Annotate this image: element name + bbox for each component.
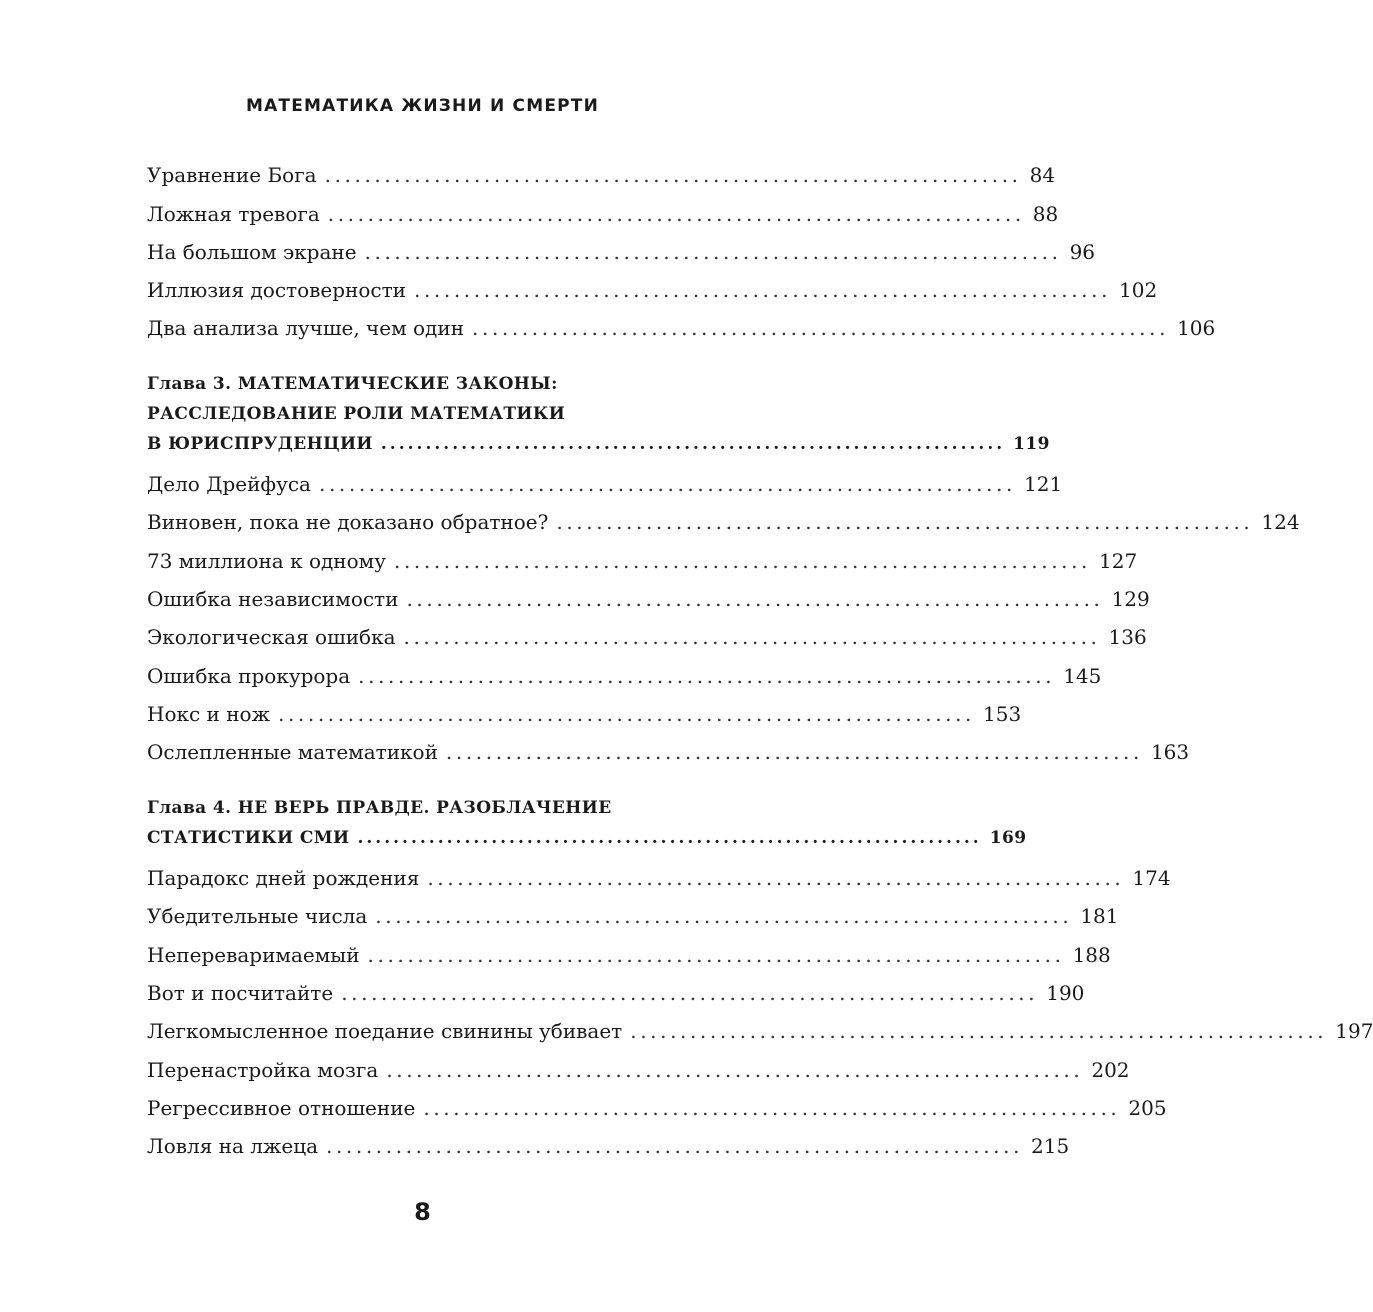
toc-entry <box>147 472 1063 496</box>
toc-entry-title: Непереваримаемый <box>147 943 360 967</box>
dot-leader: ...................................................................... <box>278 702 976 726</box>
dot-leader: ...................................................................... <box>357 828 982 848</box>
toc-entry-page: 197 <box>1335 1019 1373 1043</box>
toc-entry-page: 215 <box>1031 1134 1070 1158</box>
toc-entry-title: 73 миллиона к одному <box>147 549 386 573</box>
toc-entry-page: 202 <box>1091 1058 1130 1082</box>
dot-leader: ...................................................................... <box>375 904 1073 928</box>
toc-entry-page: 124 <box>1261 510 1300 534</box>
dot-leader: ...................................................................... <box>327 202 1025 226</box>
toc-entry-title: Перенастройка мозга <box>147 1058 379 1082</box>
dot-leader: ...................................................................... <box>326 1134 1024 1158</box>
toc-entry <box>147 278 1158 302</box>
page-number: 8 <box>414 1198 431 1226</box>
toc-entry-page: 174 <box>1132 866 1171 890</box>
toc-entry <box>147 202 1059 226</box>
toc-entry-title: На большом экране <box>147 240 357 264</box>
toc-entry <box>147 240 1096 264</box>
toc-entry-title: Легкомысленное поедание свинины убивает <box>147 1019 623 1043</box>
dot-leader: ...................................................................... <box>406 587 1104 611</box>
toc-entry-title: Парадокс дней рождения <box>147 866 420 890</box>
dot-leader: ...................................................................... <box>324 163 1022 187</box>
toc-entry <box>147 1058 1130 1082</box>
toc-entry <box>147 740 1190 764</box>
toc-entry-title: Убедительные числа <box>147 904 368 928</box>
toc-entry-page: 84 <box>1029 163 1056 187</box>
toc-entry-title: Вот и посчитайте <box>147 981 334 1005</box>
toc-entry-page: 129 <box>1111 587 1150 611</box>
toc-entry-title: Дело Дрейфуса <box>147 472 311 496</box>
toc-entry-title: Иллюзия достоверности <box>147 278 407 302</box>
toc-entry <box>147 510 1300 534</box>
dot-leader: ...................................................................... <box>386 1058 1084 1082</box>
toc-entry-page: 163 <box>1150 740 1190 764</box>
dot-leader: ...................................................................... <box>472 316 1170 340</box>
toc-entry <box>147 702 1022 726</box>
toc-entry <box>147 943 1111 967</box>
chapter-3-title: В ЮРИСПРУДЕНЦИИ <box>147 434 373 454</box>
dot-leader: ...................................................................... <box>445 740 1143 764</box>
chapter-4-heading-line-2 <box>147 826 1027 850</box>
toc-entry <box>147 1134 1070 1158</box>
toc-entry <box>147 316 1216 340</box>
chapter-3-heading-line-3 <box>147 432 1050 456</box>
dot-leader: ...................................................................... <box>364 240 1062 264</box>
dot-leader: ...................................................................... <box>318 472 1017 496</box>
toc-entry <box>147 664 1102 688</box>
dot-leader: ...................................................................... <box>556 510 1254 534</box>
toc-entry-title: Регрессивное отношение <box>147 1096 416 1120</box>
toc-entry-title: Нокс и нож <box>147 702 270 726</box>
toc-entry-page: 121 <box>1024 472 1063 496</box>
toc-entry <box>147 904 1119 928</box>
dot-leader: ...................................................................... <box>423 1096 1121 1120</box>
toc-entry-page: 205 <box>1128 1096 1167 1120</box>
toc-entry-page: 106 <box>1177 316 1216 340</box>
toc-entry <box>147 1096 1167 1120</box>
chapter-4-title: СТАТИСТИКИ СМИ <box>147 828 350 848</box>
toc-entry-title: Два анализа лучше, чем один <box>147 316 465 340</box>
toc-entry-page: 88 <box>1032 202 1059 226</box>
toc-entry <box>147 866 1171 890</box>
dot-leader: ...................................................................... <box>394 549 1092 573</box>
dot-leader: ...................................................................... <box>403 625 1101 649</box>
toc-entry-page: 96 <box>1069 240 1096 264</box>
toc-entry-title: Ложная тревога <box>147 202 320 226</box>
toc-entry <box>147 1019 1373 1043</box>
toc-entry-title: Ослепленные математикой <box>147 740 438 764</box>
chapter-3-heading-line-2: РАССЛЕДОВАНИЕ РОЛИ МАТЕМАТИКИ <box>147 404 566 424</box>
running-head: МАТЕМАТИКА ЖИЗНИ И СМЕРТИ <box>245 96 600 116</box>
dot-leader: ...................................................................... <box>358 664 1056 688</box>
toc-entry-page: 190 <box>1046 981 1085 1005</box>
dot-leader: ...................................................................... <box>630 1019 1328 1043</box>
toc-entry-title: Экологическая ошибка <box>147 625 396 649</box>
toc-entry-page: 181 <box>1080 904 1119 928</box>
toc-entry-page: 153 <box>983 702 1022 726</box>
toc-entry <box>147 163 1056 187</box>
toc-entry-page: 136 <box>1108 625 1147 649</box>
chapter-4-page: 169 <box>989 828 1027 848</box>
toc-entry-page: 127 <box>1099 549 1138 573</box>
toc-entry-page: 145 <box>1063 664 1102 688</box>
toc-entry-page: 188 <box>1072 943 1111 967</box>
dot-leader: ...................................................................... <box>414 278 1112 302</box>
toc-entry <box>147 587 1150 611</box>
toc-entry-title: Ошибка независимости <box>147 587 399 611</box>
dot-leader: ...................................................................... <box>380 434 1006 454</box>
dot-leader: ...................................................................... <box>367 943 1065 967</box>
toc-entry <box>147 625 1147 649</box>
dot-leader: ...................................................................... <box>341 981 1039 1005</box>
toc-entry <box>147 549 1138 573</box>
toc-entry-title: Уравнение Бога <box>147 163 317 187</box>
chapter-3-heading-line-1: Глава 3. МАТЕМАТИЧЕСКИЕ ЗАКОНЫ: <box>147 374 558 394</box>
toc-entry <box>147 981 1085 1005</box>
toc-entry-title: Виновен, пока не доказано обратное? <box>147 510 549 534</box>
dot-leader: ...................................................................... <box>427 866 1125 890</box>
toc-entry-title: Ловля на лжеца <box>147 1134 319 1158</box>
chapter-3-page: 119 <box>1013 434 1050 454</box>
toc-entry-title: Ошибка прокурора <box>147 664 351 688</box>
toc-entry-page: 102 <box>1119 278 1158 302</box>
chapter-4-heading-line-1: Глава 4. НЕ ВЕРЬ ПРАВДЕ. РАЗОБЛАЧЕНИЕ <box>147 798 612 818</box>
